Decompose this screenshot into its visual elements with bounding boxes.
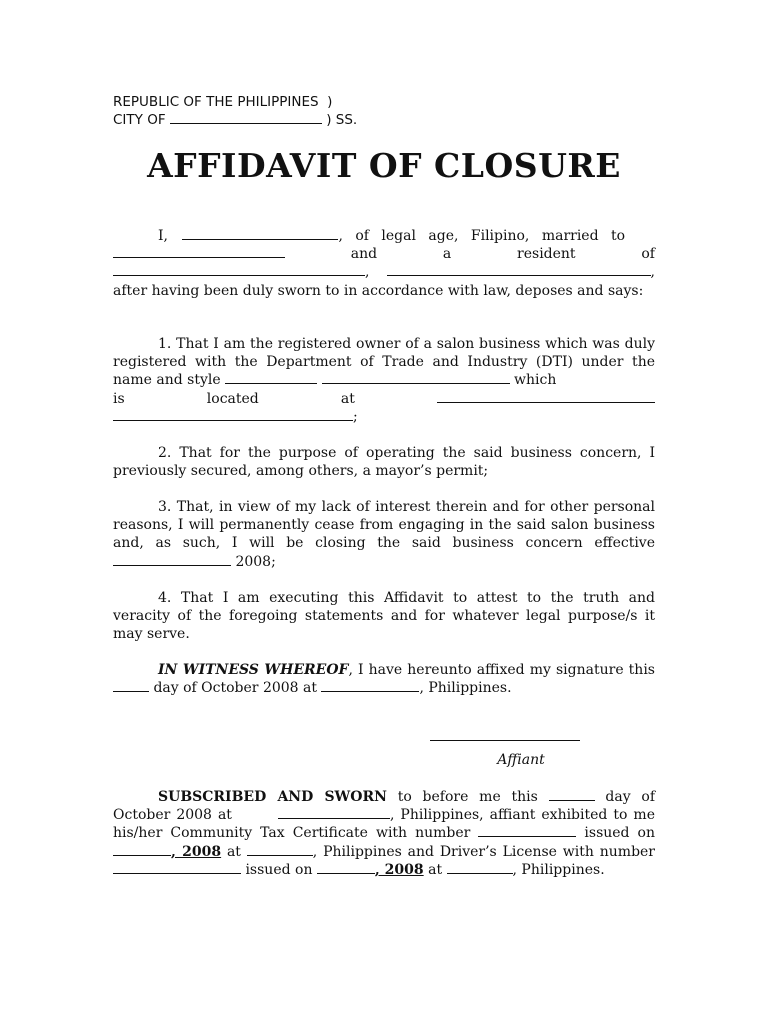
jurat-paragraph: SUBSCRIBED AND SWORN to before me this day of October 2008 at , Philippines, affiant exhibited to me his/her Community Tax Certificate with number issued on , 2008 at , Philippines and Driver’s License with number issued on , 2008 at , Philippines. xyxy=(113,789,656,878)
intro-paragraph: I, , of legal age, Filipino, married to and a resident of , , after having been duly sworn to in accordance with law, deposes and says: xyxy=(113,228,655,299)
ctc-number-blank xyxy=(478,824,576,837)
residence-blank-2 xyxy=(387,263,651,276)
witness-paragraph: IN WITNESS WHEREOF, I have hereunto affixed my signature this day of October 2008 at , Philippines. xyxy=(113,661,655,697)
effective-date-blank xyxy=(113,553,231,566)
venue-header xyxy=(113,93,655,129)
affiant-name-blank xyxy=(182,227,338,240)
city-blank xyxy=(170,111,322,124)
license-number-blank xyxy=(113,861,241,874)
spouse-name-blank xyxy=(113,245,285,258)
residence-blank-1 xyxy=(113,263,365,276)
document-title: AFFIDAVIT OF CLOSURE xyxy=(147,146,621,185)
ctc-date-blank xyxy=(113,843,171,856)
location-blank-1 xyxy=(437,390,655,403)
jurat-place-blank xyxy=(278,806,390,819)
ctc-place-blank xyxy=(247,843,313,856)
paragraph-1: 1. That I am the registered owner of a salon business which was duly registered with the Department of Trade and Industry (DTI) under the name and style which is located at ; xyxy=(113,336,655,425)
paragraph-4: 4. That I am executing this Affidavit to attest to the truth and veracity of the foregoing statements and for whatever legal purpose/s it may serve. xyxy=(113,590,655,643)
republic-line: REPUBLIC OF THE PHILIPPINES ) xyxy=(113,94,333,110)
witness-day-blank xyxy=(113,679,149,692)
paragraph-2: 2. That for the purpose of operating the said business concern, I previously secured, among others, a mayor’s permit; xyxy=(113,445,655,480)
paragraph-3: 3. That, in view of my lack of interest therein and for other personal reasons, I will permanently cease from engaging in the said salon business and, as such, I will be closing the said business concern effective 2008; xyxy=(113,499,655,570)
business-name-blank-2 xyxy=(322,371,510,384)
license-date-blank xyxy=(317,861,375,874)
jurat-day-blank xyxy=(549,788,595,801)
city-line: CITY OF ) SS. xyxy=(113,112,358,129)
license-place-blank xyxy=(447,861,513,874)
business-name-blank-1 xyxy=(225,371,317,384)
location-blank-2 xyxy=(113,408,353,421)
witness-place-blank xyxy=(321,679,419,692)
affiant-signature-line xyxy=(430,740,580,741)
affiant-label: Affiant xyxy=(497,752,545,768)
